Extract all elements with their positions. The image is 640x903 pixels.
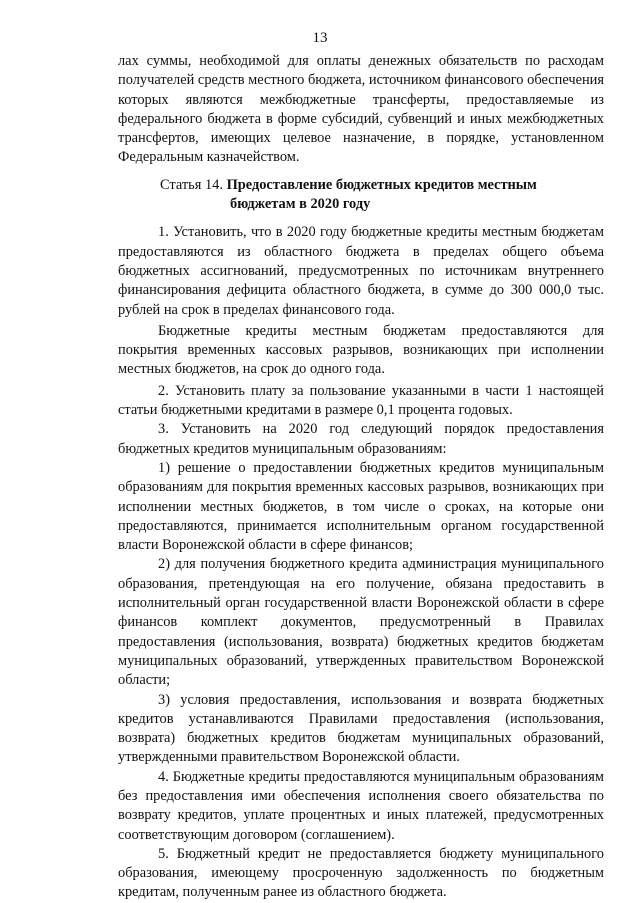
paragraph-part-2: 2. Установить плату за пользование указанными в части 1 настоящей статьи бюджетными кредитами в размере 0,1 процента годовых. bbox=[118, 382, 604, 419]
article-heading bbox=[118, 176, 604, 215]
paragraph-part-3: 3. Установить на 2020 год следующий порядок предоставления бюджетных кредитов муниципальным образованиям: bbox=[118, 421, 604, 457]
list-item-2: 2) для получения бюджетного кредита администрация муниципального образования, претендующая на его получение, обязана предоставить в исполнительный орган государственной власти Воронежской области в сфере финансов комплект документов, предусмотренный в Правилах предоставления (использования, возврата) бюджетных кредитов бюджетам муниципальных образований, утвержденных правительством Воронежской области; bbox=[118, 556, 604, 689]
paragraph-part-4: 4. Бюджетные кредиты предоставляются муниципальным образованиям без предоставления ими обеспечения исполнения своего обязательства по возврату кредитов, уплате процентных и иных платежей, предусмотренных соответствующим договором (соглашением). bbox=[118, 768, 604, 843]
article-title-line1: Предоставление бюджетных кредитов местным bbox=[226, 176, 537, 193]
paragraph-budget-credits: Бюджетные кредиты местным бюджетам предоставляются для покрытия временных кассовых разрывов, возникающих при исполнении местных бюджетов, на срок до одного года. bbox=[118, 322, 604, 378]
article-title-line2: бюджетам в 2020 году bbox=[230, 196, 371, 213]
paragraph-part-1: 1. Установить, что в 2020 году бюджетные кредиты местным бюджетам предоставляются из областного бюджета в пределах общего объема бюджетных ассигнований, предусмотренных по источникам внутреннего финансирования дефицита областного бюджета, в сумме до 300 000,0 тыс. рублей на срок в пределах финансового года. bbox=[118, 224, 604, 318]
page-number: 13 bbox=[312, 30, 328, 46]
list-item-1: 1) решение о предоставлении бюджетных кредитов муниципальным образованиям для покрытия временных кассовых разрывов, возникающих при исполнении местных бюджетов, в том числе о сроках, на которые они предоставляются, принимается исполнительным органом государственной власти Воронежской области в сфере финансов; bbox=[118, 459, 604, 554]
list-item-3: 3) условия предоставления, использования и возврата бюджетных кредитов устанавливаются Правилами предоставления (использования, возврата) бюджетных кредитов бюджетам муниципальных образований, утвержденными правительством Воронежской области. bbox=[118, 691, 604, 766]
document-body bbox=[118, 52, 604, 903]
paragraph-part-5: 5. Бюджетный кредит не предоставляется бюджету муниципального образования, имеющему просроченную задолженность по бюджетным кредитам, полученным ранее из областного бюджета. bbox=[118, 845, 604, 901]
article-number: Статья 14. bbox=[160, 176, 223, 193]
paragraph-continuation: лах суммы, необходимой для оплаты денежных обязательств по расходам получателей средств местного бюджета, источником финансового обеспечения которых являются межбюджетные трансферты, предоставляемые из федерального бюджета в форме субсидий, субвенций и иных межбюджетных трансфертов, имеющих целевое назначение, в порядке, установленном Федеральным казначейством. bbox=[118, 53, 604, 166]
